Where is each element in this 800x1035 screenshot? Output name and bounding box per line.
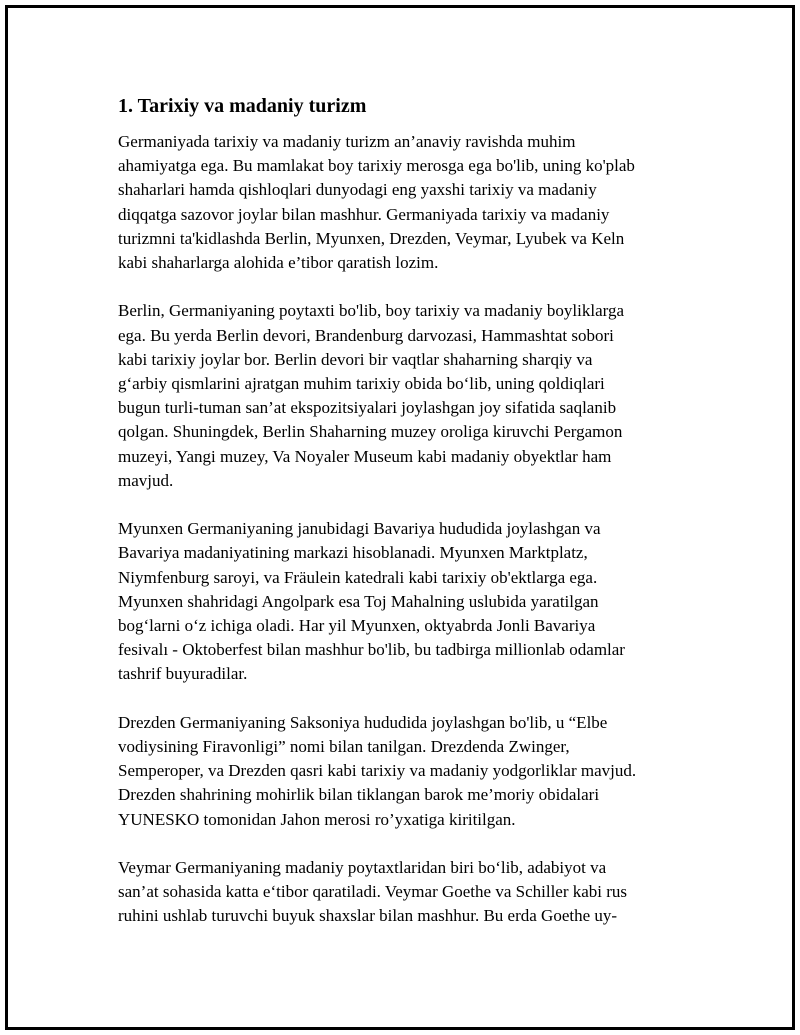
paragraph-line: san’at sohasida katta e‘tibor qaratiladi. Veymar Goethe va Schiller kabi rus (118, 882, 628, 902)
paragraph-line: YUNESKO tomonidan Jahon merosi ro’yxatiga kiritilgan. (118, 809, 516, 829)
paragraph-line: ega. Bu yerda Berlin devori, Brandenburg darvozasi, Hammashtat sobori (118, 325, 614, 345)
paragraph-line: mavjud. (118, 470, 174, 490)
paragraph (118, 517, 688, 686)
paragraph-line: Berlin, Germaniyaning poytaxti bo'lib, boy tarixiy va madaniy boyliklarga (118, 301, 625, 321)
paragraph-line: Myunxen shahridagi Angolpark esa Toj Mahalning uslubida yaratilgan (118, 591, 599, 611)
paragraph-line: diqqatga sazovor joylar bilan mashhur. Germaniyada tarixiy va madaniy (118, 204, 610, 224)
paragraph-line: bog‘larni o‘z ichiga oladi. Har yil Myunxen, oktyabrda Jonli Bavariya (118, 616, 596, 636)
paragraph-line: Bavariya madaniyatining markazi hisoblanadi. Myunxen Marktplatz, (118, 543, 588, 563)
section-heading: 1. Tarixiy va madaniy turizm (118, 95, 367, 117)
paragraph (118, 130, 688, 275)
paragraph-line: bugun turli-tuman san’at ekspozitsiyalari joylashgan joy sifatida saqlanib (118, 398, 617, 418)
document-body (118, 92, 688, 953)
paragraph-list (118, 130, 688, 929)
paragraph-line: Germaniyada tarixiy va madaniy turizm an’anaviy ravishda muhim (118, 132, 576, 151)
paragraph-line: Myunxen Germaniyaning janubidagi Bavariya hududida joylashgan va (118, 519, 601, 539)
paragraph (118, 711, 688, 832)
paragraph-line: muzeyi, Yangi muzey, Va Noyaler Museum kabi madaniy obyektlar ham (118, 446, 612, 466)
paragraph-line: ruhini ushlab turuvchi buyuk shaxslar bilan mashhur. Bu erda Goethe uy- (118, 906, 618, 926)
paragraph-line: Drezden shahrining mohirlik bilan tiklangan barok me’moriy obidalari (118, 785, 600, 805)
paragraph (118, 299, 688, 493)
paragraph (118, 856, 688, 929)
paragraph-line: Veymar Germaniyaning madaniy poytaxtlaridan biri bo‘lib, adabiyot va (118, 858, 607, 878)
paragraph-line: turizmni ta'kidlashda Berlin, Myunxen, Drezden, Veymar, Lyubek va Keln (118, 228, 625, 248)
paragraph-line: Drezden Germaniyaning Saksoniya hududida joylashgan bo'lib, u “Elbe (118, 712, 608, 732)
paragraph-line: kabi shaharlarga alohida e’tibor qaratish lozim. (118, 253, 439, 273)
paragraph-line: fesivalı - Oktoberfest bilan mashhur bo'lib, bu tadbirga millionlab odamlar (118, 640, 625, 660)
paragraph-line: ahamiyatga ega. Bu mamlakat boy tarixiy merosga ega bo'lib, uning ko'plab (118, 156, 635, 176)
paragraph-line: tashrif buyuradilar. (118, 664, 248, 684)
paragraph-line: qolgan. Shuningdek, Berlin Shaharning muzey oroliga kiruvchi Pergamon (118, 422, 623, 442)
paragraph-line: g‘arbiy qismlarini ajratgan muhim tarixiy obida bo‘lib, uning qoldiqlari (118, 374, 605, 394)
paragraph-line: kabi tarixiy joylar bor. Berlin devori bir vaqtlar shaharning sharqiy va (118, 349, 593, 369)
paragraph-line: Semperoper, va Drezden qasri kabi tarixiy va madaniy yodgorliklar mavjud. (118, 761, 637, 781)
paragraph-line: Niymfenburg saroyi, va Fräulein katedrali kabi tarixiy ob'ektlarga ega. (118, 567, 598, 587)
paragraph-line: shaharlari hamda qishloqlari dunyodagi eng yaxshi tarixiy va madaniy (118, 180, 597, 200)
paragraph-line: vodiysining Firavonligi” nomi bilan tanilgan. Drezdenda Zwinger, (118, 737, 570, 757)
